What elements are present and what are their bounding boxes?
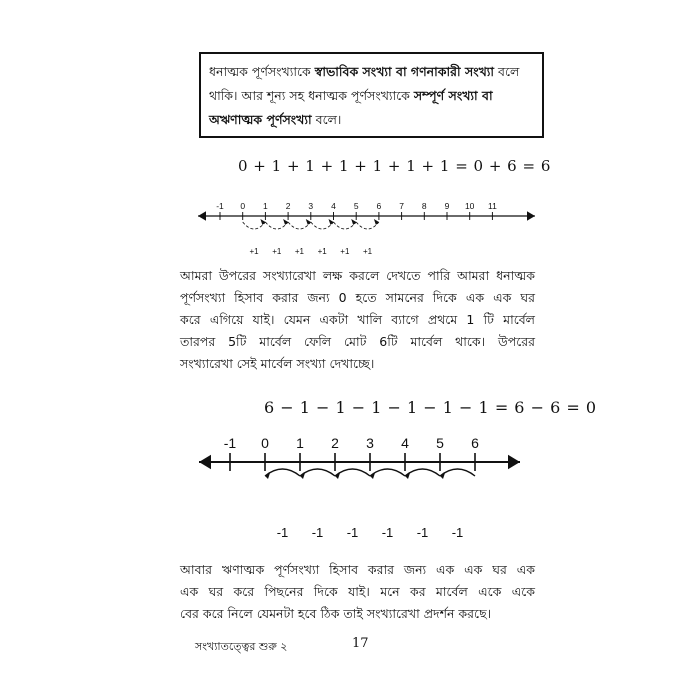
definition-term-natural: স্বাভাবিক সংখ্যা বা গণনাকারী সংখ্যা	[314, 64, 495, 79]
tick-label: 1	[263, 201, 268, 211]
paragraph-line: এক ঘর করে পিছনের দিকে যাই। মনে কর মার্বেল একে একে	[180, 584, 535, 599]
paragraph-line: তারপর 5টি মার্বেল ফেলি মোট 6টি মার্বেল থাকে। উপরের	[180, 334, 535, 349]
step-label: +1	[249, 247, 259, 256]
jump-arc	[405, 469, 440, 476]
jump-arc	[440, 469, 475, 476]
tick-label: -1	[216, 201, 224, 211]
paragraph-line: বের করে নিলে যেমনটা হবে ঠিক তাই সংখ্যারেখা প্রদর্শন করছে।	[180, 606, 492, 621]
tick-label: 8	[421, 201, 427, 211]
arrow-left-icon	[199, 455, 211, 469]
jump-arc	[335, 469, 370, 476]
tick-label: 6	[471, 435, 479, 451]
step-label: -1	[451, 525, 464, 540]
jump-arrowhead-icon	[351, 219, 356, 225]
equation-addition: 0 + 1 + 1 + 1 + 1 + 1 + 1 = 0 + 6 = 6	[238, 157, 551, 175]
definition-text: বলে।	[311, 112, 342, 127]
definition-term-whole: সম্পূর্ণ সংখ্যা বা অঋণাত্মক পূর্ণসংখ্যা	[209, 88, 493, 127]
tick-label: 9	[444, 201, 450, 211]
tick-label: 10	[464, 201, 475, 211]
footer-book-title: সংখ্যাতত্ত্বের শুরু ২	[195, 640, 288, 653]
arrow-right-icon	[527, 211, 535, 221]
tick-label: 3	[366, 435, 374, 451]
paragraph-line: আবার ঋণাত্মক পূর্ণসংখ্যা হিসাব করার জন্য এক এক ঘর এক	[180, 562, 535, 577]
step-label: -1	[311, 525, 324, 540]
tick-label: 0	[261, 435, 269, 451]
arrow-right-icon	[508, 455, 520, 469]
number-line-positive	[190, 192, 540, 262]
number-line-negative	[195, 425, 525, 540]
tick-label: 1	[296, 435, 304, 451]
equation-subtraction: 6 − 1 − 1 − 1 − 1 − 1 − 1 = 6 − 6 = 0	[264, 398, 597, 417]
arrow-left-icon	[198, 211, 206, 221]
jump-arrowhead-icon	[329, 219, 334, 225]
step-label: +1	[272, 247, 282, 256]
definition-text: বলে থাকি। আর শূন্য সহ ধনাত্মক পূর্ণসংখ্যাকে	[209, 64, 520, 103]
step-label: -1	[416, 525, 429, 540]
jump-arc	[300, 469, 335, 476]
tick-label: 5	[353, 201, 359, 211]
step-label: -1	[346, 525, 359, 540]
tick-label: 4	[331, 201, 336, 211]
tick-label: 6	[376, 201, 382, 211]
step-label: -1	[381, 525, 394, 540]
paragraph-line: করে এগিয়ে যাই। যেমন একটা খালি ব্যাগে প্রথমে 1 টি মার্বেল	[180, 312, 535, 327]
tick-label: 5	[436, 435, 444, 451]
step-label: +1	[340, 247, 350, 256]
jump-arrowhead-icon	[306, 219, 311, 225]
definition-text: ধনাত্মক পূর্ণসংখ্যাকে	[209, 64, 315, 79]
page-number: 17	[352, 636, 369, 651]
paragraph-line: সংখ্যারেখা সেই মার্বেল সংখ্যা দেখাচ্ছে।	[180, 356, 375, 371]
definition-box	[199, 52, 544, 138]
step-label: +1	[317, 247, 327, 256]
tick-label: 3	[308, 201, 314, 211]
jump-arc	[370, 469, 405, 476]
step-label: -1	[276, 525, 289, 540]
jump-arc	[265, 469, 300, 476]
step-label: +1	[362, 247, 373, 256]
step-label: +1	[294, 247, 305, 256]
tick-label: 11	[487, 201, 497, 211]
tick-label: 0	[240, 201, 246, 211]
tick-label: 7	[399, 201, 404, 211]
jump-arrowhead-icon	[283, 219, 288, 225]
tick-label: 2	[285, 201, 291, 211]
tick-label: -1	[223, 435, 237, 451]
tick-label: 2	[331, 435, 339, 451]
tick-label: 4	[401, 435, 409, 451]
paragraph-line: পূর্ণসংখ্যা হিসাব করার জন্য 0 হতে সামনের দিকে এক এক ঘর	[180, 290, 535, 305]
jump-arrowhead-icon	[374, 219, 379, 225]
jump-arrowhead-icon	[260, 219, 265, 225]
paragraph-line: আমরা উপরের সংখ্যারেখা লক্ষ করলে দেখতে পারি আমরা ধনাত্মক	[180, 268, 535, 283]
paragraph-negative	[180, 559, 535, 625]
paragraph-positive	[180, 265, 535, 375]
